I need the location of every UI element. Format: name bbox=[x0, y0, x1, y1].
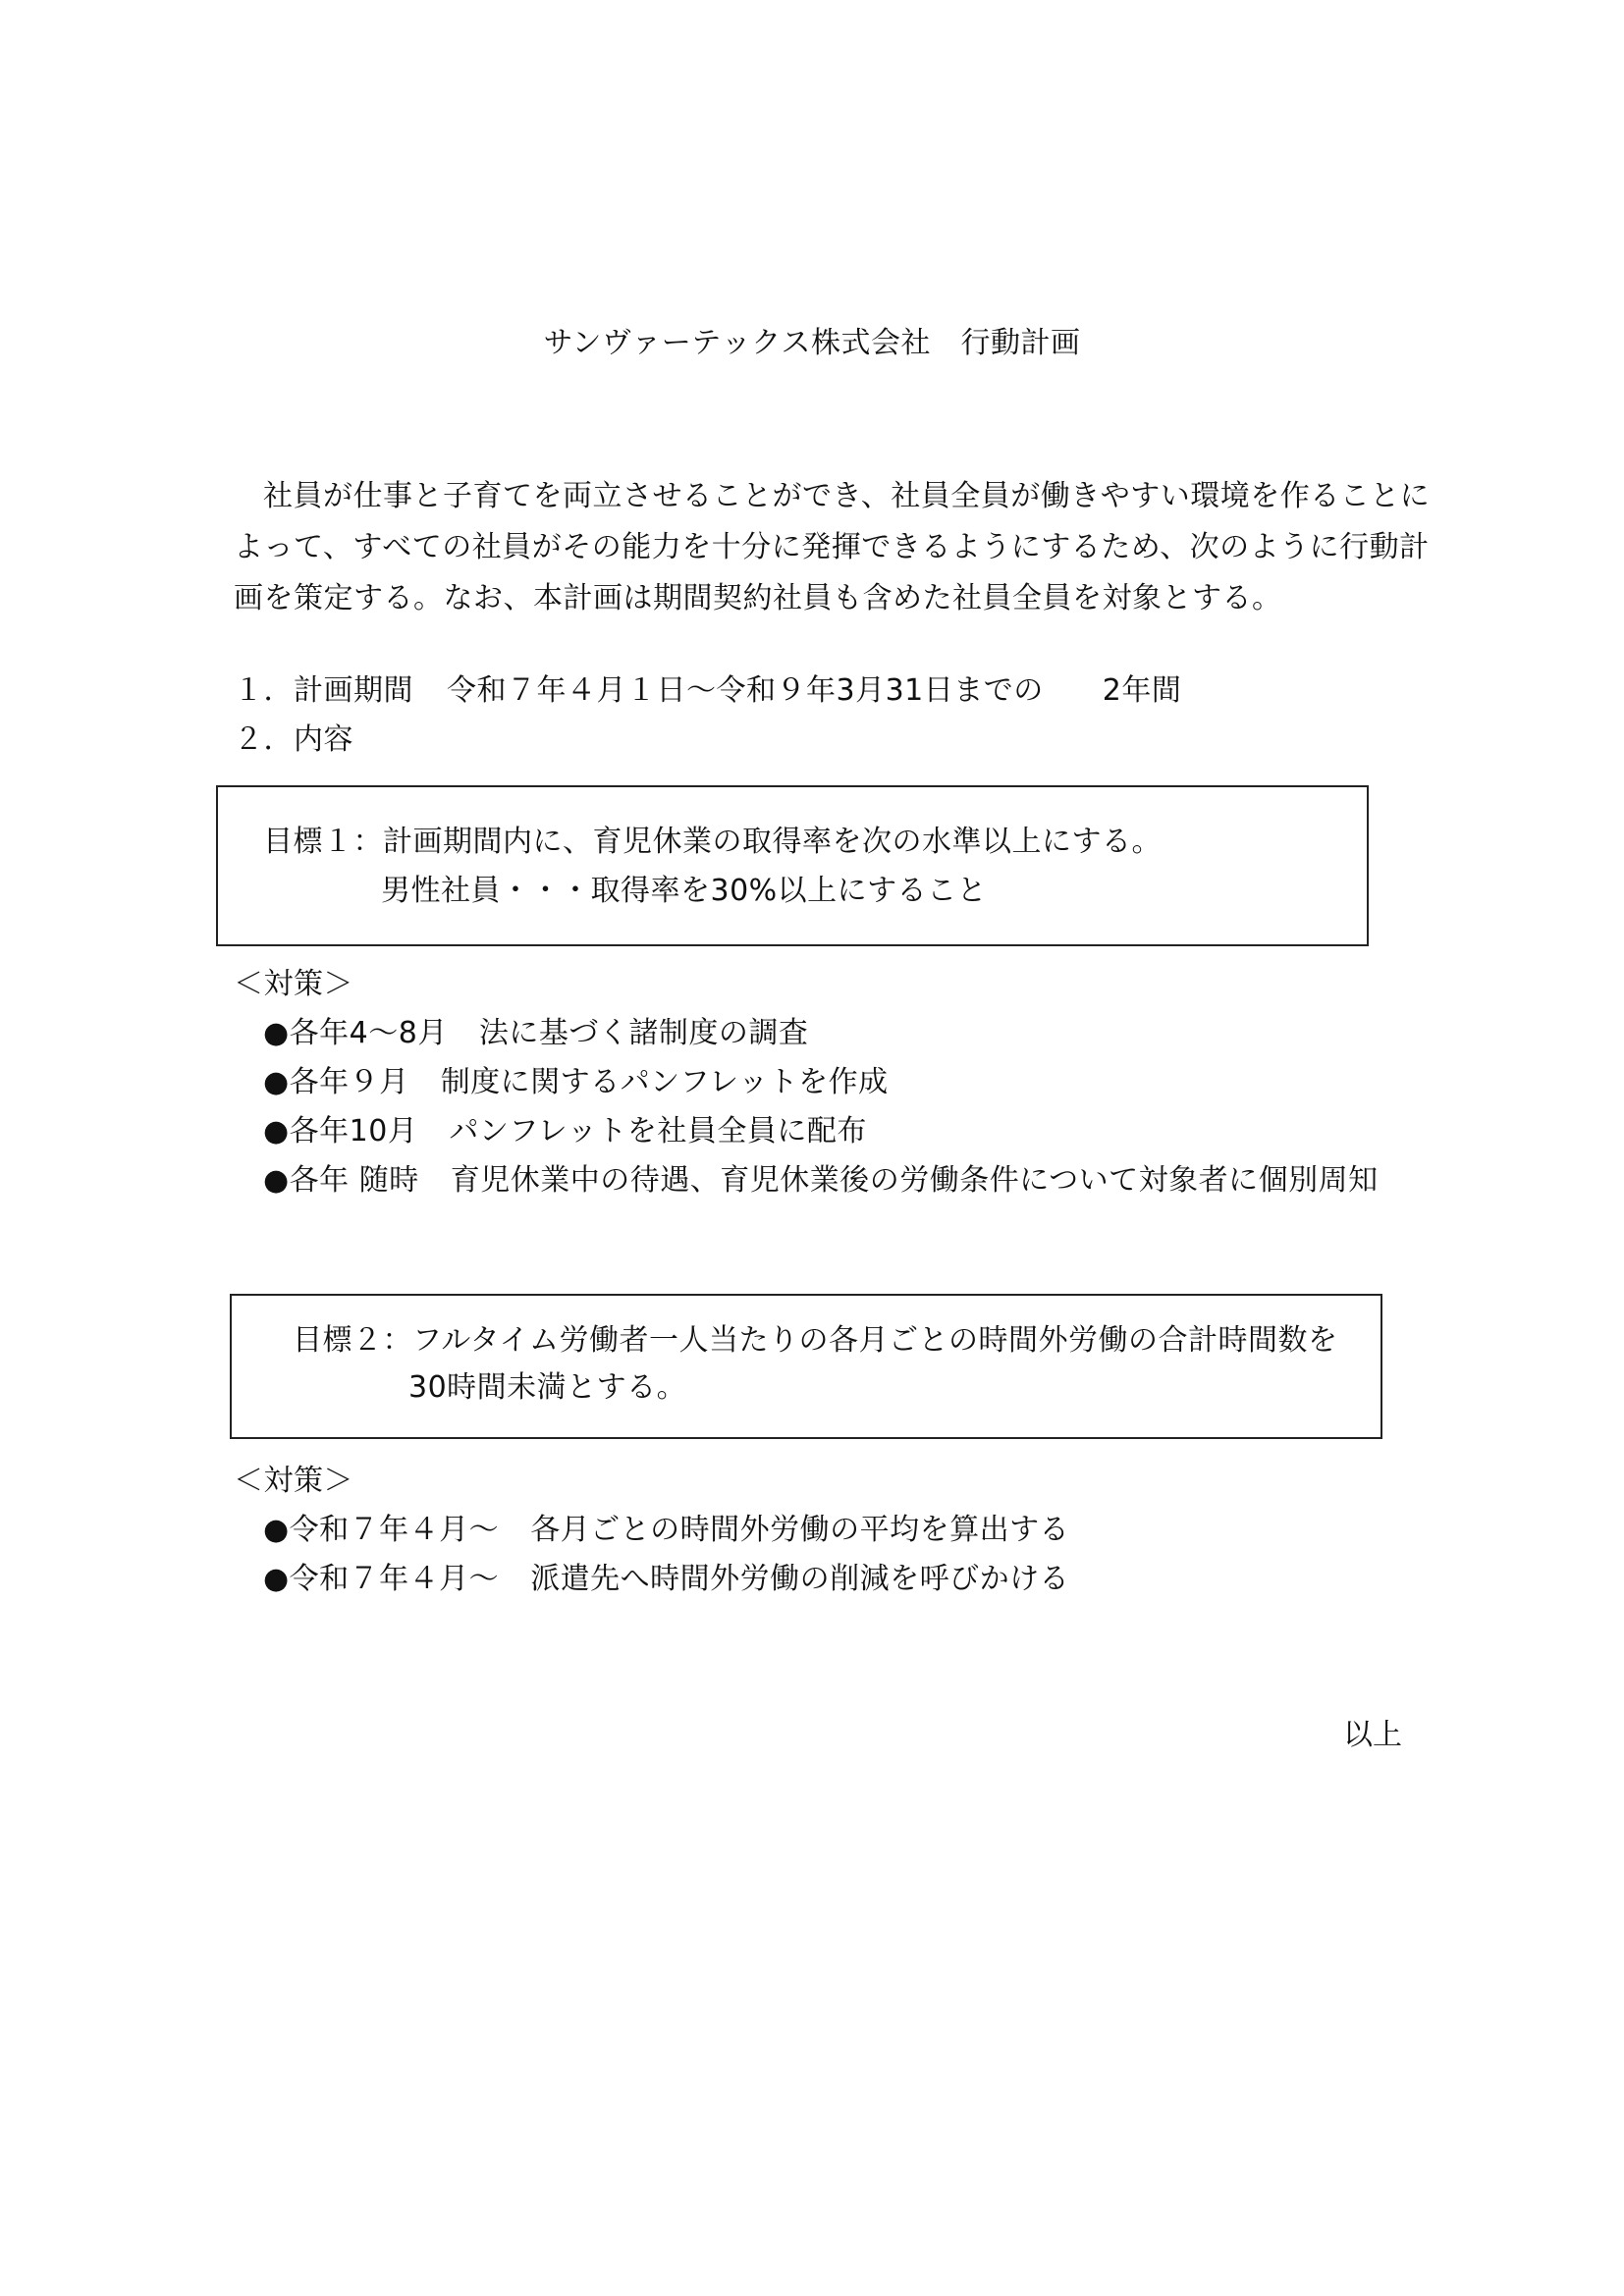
plan-period-line bbox=[234, 671, 1181, 711]
goal-2-line-1: 目標２：フルタイム労働者一人当たりの各月ごとの時間外労働の合計時間数を bbox=[293, 1323, 1338, 1358]
document-title: サンヴァーテックス株式会社 行動計画 bbox=[543, 326, 1081, 360]
plan-period-duration: 2年間 bbox=[1102, 673, 1182, 708]
goal-2-line-2: 30時間未満とする。 bbox=[408, 1370, 687, 1405]
intro-line: 画を策定する。なお、本計画は期間契約社員も含めた社員全員を対象とする。 bbox=[234, 581, 1282, 615]
measure-when: ●各年4〜8月 bbox=[263, 1016, 448, 1050]
measure-when: ●各年 随時 bbox=[263, 1163, 419, 1198]
measure-when: ●各年９月 bbox=[263, 1065, 409, 1099]
intro-paragraph bbox=[234, 471, 1431, 624]
intro-line: 社員が仕事と子育てを両立させることができ、社員全員が働きやすい環境を作ることに bbox=[263, 479, 1431, 513]
list-item bbox=[263, 1555, 1069, 1604]
measures-2 bbox=[234, 1457, 1069, 1604]
measure-when: ●令和７年４月〜 bbox=[263, 1513, 500, 1547]
measure-what: 育児休業中の待遇、育児休業後の労働条件について対象者に個別周知 bbox=[450, 1163, 1379, 1198]
measures-2-list bbox=[234, 1506, 1069, 1604]
goal-1-line-1: 目標１：計画期間内に、育児休業の取得率を次の水準以上にする。 bbox=[263, 825, 1162, 859]
goal-1-line-2: 男性社員・・・取得率を30%以上にすること bbox=[381, 874, 988, 908]
plan-period-label: １．計画期間 bbox=[234, 673, 413, 708]
measure-what: 制度に関するパンフレットを作成 bbox=[440, 1065, 889, 1099]
measure-what: 法に基づく諸制度の調査 bbox=[478, 1016, 809, 1050]
measure-what: 派遣先へ時間外労働の削減を呼びかける bbox=[530, 1562, 1070, 1596]
list-item bbox=[263, 1156, 1379, 1205]
intro-line: よって、すべての社員がその能力を十分に発揮できるようにするため、次のように行動計 bbox=[234, 530, 1430, 564]
goal-2-box bbox=[230, 1294, 1382, 1439]
plan-period-range: 令和７年４月１日〜令和９年3月31日までの bbox=[447, 673, 1044, 708]
measures-1 bbox=[234, 960, 1379, 1205]
measure-what: 各月ごとの時間外労働の平均を算出する bbox=[530, 1513, 1070, 1547]
measure-when: ●各年10月 bbox=[263, 1114, 418, 1148]
list-item bbox=[263, 1009, 1379, 1058]
measures-1-heading: ＜対策＞ bbox=[234, 967, 353, 1001]
list-item bbox=[263, 1506, 1069, 1555]
measures-1-list bbox=[234, 1009, 1379, 1205]
measure-what: パンフレットを社員全員に配布 bbox=[449, 1114, 867, 1148]
list-item bbox=[263, 1058, 1379, 1107]
measure-when: ●令和７年４月〜 bbox=[263, 1562, 500, 1596]
measures-2-heading: ＜対策＞ bbox=[234, 1464, 353, 1498]
goal-1-box bbox=[216, 785, 1369, 946]
content-heading: ２．内容 bbox=[234, 722, 353, 757]
list-item bbox=[263, 1107, 1379, 1156]
closing-mark: 以上 bbox=[1343, 1718, 1402, 1752]
